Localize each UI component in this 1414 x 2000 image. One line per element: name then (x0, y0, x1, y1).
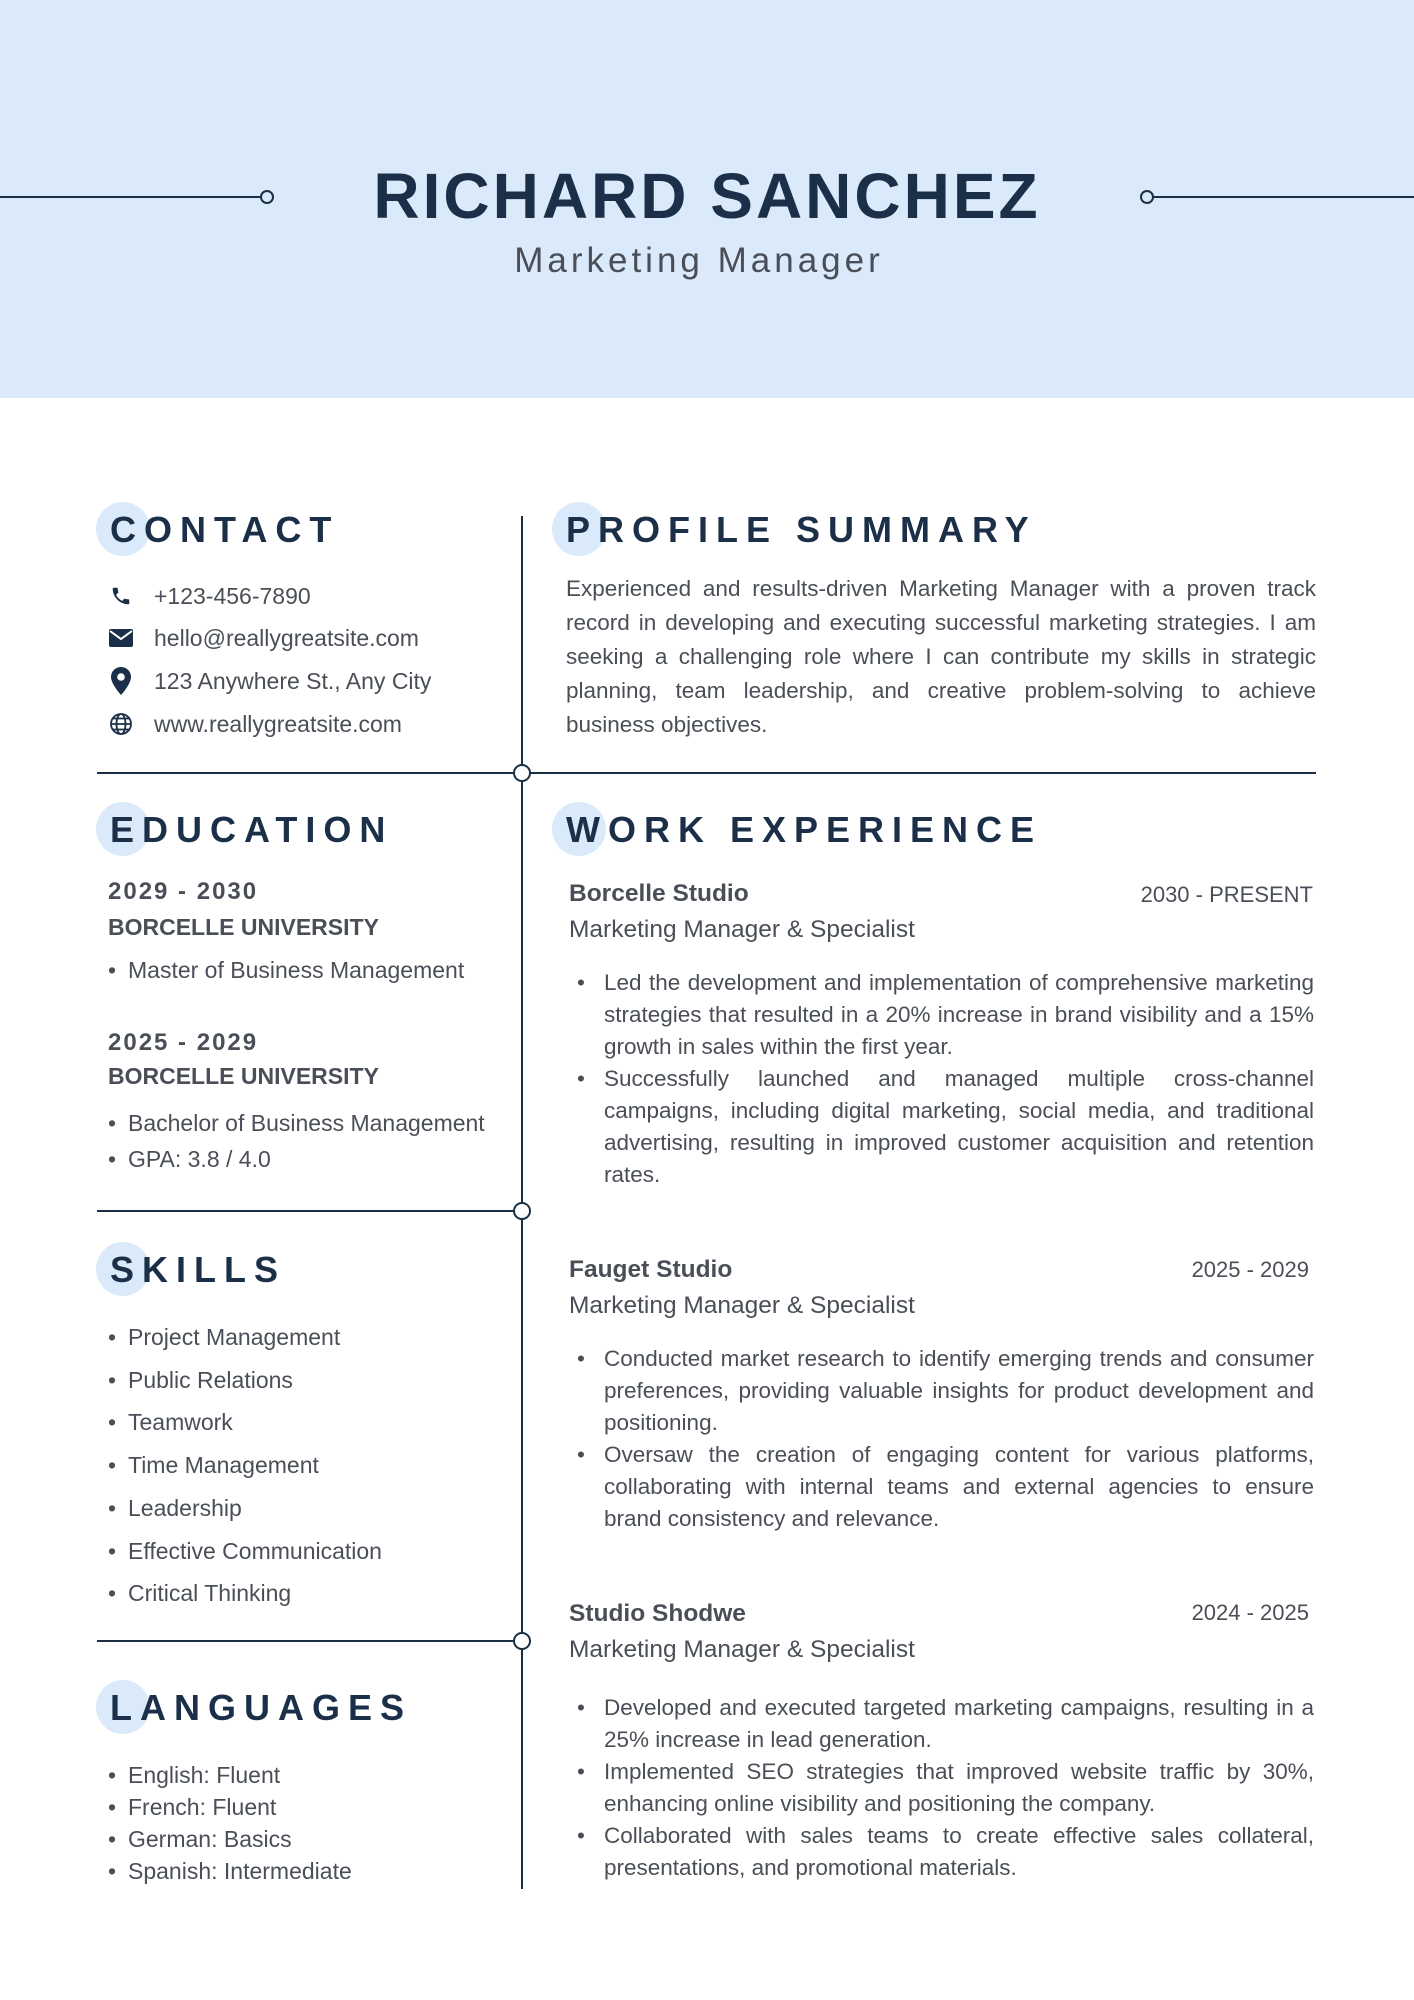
envelope-icon (108, 625, 134, 651)
list-item: • Implemented SEO strategies that improved website traffic by 30%, enhancing online visibility and positioning the company. (577, 1756, 1314, 1820)
list-item: • Developed and executed targeted marketing campaigns, resulting in a 25% increase in lead generation. (577, 1692, 1314, 1756)
contact-address-text: 123 Anywhere St., Any City (154, 667, 432, 694)
education-details (108, 955, 464, 985)
list-item: • Master of Business Management (108, 955, 464, 985)
list-item: • Leadership (108, 1487, 382, 1530)
list-item: • Bachelor of Business Management (108, 1105, 485, 1141)
list-item: • Effective Communication (108, 1530, 382, 1573)
job-responsibilities (577, 1692, 1314, 1884)
list-item: • Conducted market research to identify emerging trends and consumer preferences, providing valuable insights for product development and positioning. (577, 1343, 1314, 1439)
list-item: • Collaborated with sales teams to create effective sales collateral, presentations, and promotional materials. (577, 1820, 1314, 1884)
contact-phone (108, 576, 311, 616)
job-dates: 2030 - PRESENT (1140, 882, 1313, 907)
candidate-name: RICHARD SANCHEZ (373, 160, 1041, 232)
job-dates: 2025 - 2029 (1191, 1257, 1309, 1282)
list-item: • Teamwork (108, 1401, 382, 1444)
job-responsibilities (577, 967, 1314, 1191)
education-heading: EDUCATION (110, 808, 393, 852)
list-item: • Time Management (108, 1444, 382, 1487)
list-item: • Critical Thinking (108, 1572, 382, 1615)
contact-email (108, 618, 419, 658)
job-dates: 2024 - 2025 (1191, 1600, 1309, 1625)
contact-website (108, 704, 402, 744)
separator-education (97, 1210, 521, 1212)
contact-phone-text: +123-456-7890 (154, 582, 311, 609)
languages-heading: LANGUAGES (110, 1686, 412, 1730)
timeline-node (513, 1632, 531, 1650)
list-item: • English: Fluent (108, 1759, 352, 1791)
skills-list (108, 1316, 382, 1615)
contact-address (108, 661, 432, 701)
education-school: BORCELLE UNIVERSITY (108, 1063, 379, 1089)
list-item: • Led the development and implementation of comprehensive marketing strategies that resulted in a 20% increase in brand visibility and a 15% growth in sales within the first year. (577, 967, 1314, 1063)
list-item: • Spanish: Intermediate (108, 1855, 352, 1887)
job-company: Borcelle Studio (569, 880, 749, 907)
list-item: • Project Management (108, 1316, 382, 1359)
education-years: 2029 - 2030 (108, 878, 259, 905)
job-company: Fauget Studio (569, 1256, 733, 1283)
work-heading: WORK EXPERIENCE (566, 808, 1042, 852)
job-responsibilities (577, 1343, 1314, 1535)
job-title: Marketing Manager & Specialist (569, 916, 915, 943)
languages-list (108, 1759, 352, 1887)
list-item: • Public Relations (108, 1359, 382, 1402)
timeline-node (513, 1202, 531, 1220)
skills-heading: SKILLS (110, 1248, 286, 1292)
timeline-node (513, 764, 531, 782)
contact-website-text: www.reallygreatsite.com (154, 710, 402, 737)
job-title: Marketing Manager & Specialist (569, 1636, 915, 1663)
list-item: • Oversaw the creation of engaging content for various platforms, collaborating with internal teams and external agencies to ensure brand consistency and relevance. (577, 1439, 1314, 1535)
list-item: • German: Basics (108, 1823, 352, 1855)
education-years: 2025 - 2029 (108, 1029, 259, 1056)
education-school: BORCELLE UNIVERSITY (108, 914, 379, 940)
contact-email-text: hello@reallygreatsite.com (154, 624, 419, 651)
separator-skills (97, 1640, 521, 1642)
job-title: Marketing Manager & Specialist (569, 1292, 915, 1319)
profile-summary-text: Experienced and results-driven Marketing Manager with a proven track record in developing and executing successful marketing strategies. I am seeking a challenging role where I can contribute my skills in strategic planning, team leadership, and creative problem-solving to achieve business objectives. (566, 576, 1316, 737)
list-item: • GPA: 3.8 / 4.0 (108, 1141, 485, 1177)
job-company: Studio Shodwe (569, 1600, 746, 1627)
contact-heading: CONTACT (110, 508, 339, 552)
separator-contact (97, 772, 1316, 774)
profile-heading: PROFILE SUMMARY (566, 508, 1037, 552)
list-item: • Successfully launched and managed multiple cross-channel campaigns, including digital marketing, social media, and traditional advertising, resulting in improved customer acquisition and retention rates. (577, 1063, 1314, 1191)
candidate-role: Marketing Manager (514, 241, 884, 280)
list-item: • French: Fluent (108, 1791, 352, 1823)
education-details (108, 1105, 485, 1177)
phone-icon (108, 583, 134, 609)
globe-icon (108, 711, 134, 737)
location-pin-icon (108, 668, 134, 694)
